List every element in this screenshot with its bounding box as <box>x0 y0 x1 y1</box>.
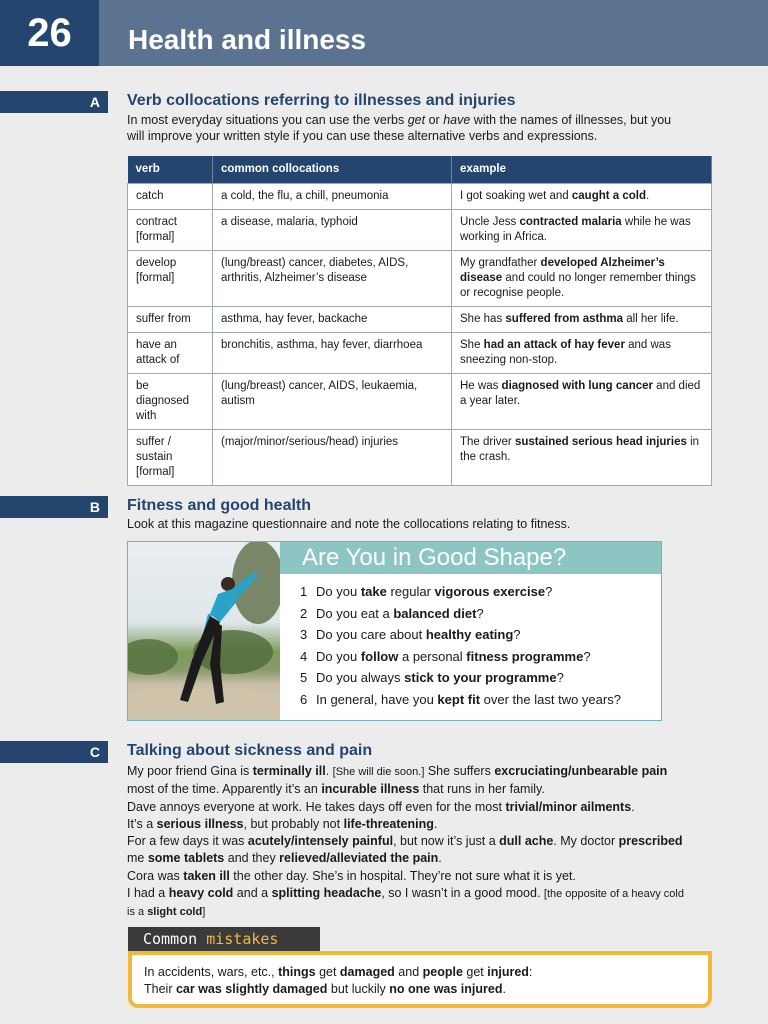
sentence-text: trivial/minor ailments <box>505 799 632 814</box>
section-a-tab: A <box>0 91 108 113</box>
example-cell <box>452 210 712 251</box>
table-row <box>128 307 712 333</box>
question-text: take <box>360 584 387 599</box>
column-header: verb <box>128 156 213 184</box>
exercise-illustration <box>128 542 280 720</box>
mistake-text: but luckily <box>327 982 390 996</box>
table-row <box>128 210 712 251</box>
section-b-tab: B <box>0 496 108 518</box>
mistake-text: Their <box>144 982 176 996</box>
example-cell <box>452 251 712 307</box>
mistake-text: In accidents, wars, etc., <box>144 965 279 979</box>
example-text: in the crash. <box>460 436 700 463</box>
question-text: fitness programme <box>466 648 584 664</box>
questionnaire-title: Are You in Good Shape? <box>280 542 661 574</box>
example-cell <box>452 374 712 430</box>
mistake-text: car was slightly damaged <box>175 982 328 996</box>
section-c-tab: C <box>0 741 108 763</box>
verb-cell <box>128 333 213 374</box>
sentence-text: taken ill <box>183 868 230 883</box>
section-c-heading: Talking about sickness and pain <box>127 742 373 759</box>
question-text: Do you eat a <box>316 605 394 621</box>
question-number: 3 <box>300 627 308 642</box>
example-text: She <box>460 339 484 351</box>
question-text: healthy eating <box>425 627 514 642</box>
table-row <box>128 333 712 374</box>
sentence-text: She suffers <box>424 764 495 778</box>
sentence-text: most of the time. Apparently it’s an <box>127 782 322 797</box>
verb-text: suffer from <box>136 313 191 325</box>
verb-cell <box>128 251 213 307</box>
question-text: ? <box>476 605 484 621</box>
sentence-text: For a few days it was <box>127 834 248 849</box>
example-text: He was <box>460 380 502 392</box>
sentence-text: the other day. She’s in hospital. They’re not sure what it is yet. <box>229 868 576 883</box>
sentence-text: acutely/intensely painful <box>247 834 394 849</box>
mistake-text: get <box>315 965 340 979</box>
sentence-text: ] <box>202 906 206 919</box>
question-number: 6 <box>300 691 308 707</box>
questionnaire-list <box>300 581 621 710</box>
table-row <box>128 184 712 210</box>
mistake-text: . <box>502 982 506 996</box>
sentence-text: . <box>438 851 442 866</box>
example-text: and was sneezing non-stop. <box>460 339 671 366</box>
question-text: ? <box>513 627 521 642</box>
common-mistakes-label: Common mistakes <box>128 927 320 951</box>
sentence-text: My poor friend Gina is <box>127 764 253 778</box>
question-text: stick to your programme <box>404 670 557 685</box>
verb-text: have an attack of <box>136 339 180 366</box>
example-text: all her life. <box>623 313 679 325</box>
question-item <box>300 581 621 603</box>
sentence-text: me <box>127 851 148 866</box>
example-text: suffered from asthma <box>505 313 623 325</box>
section-c-text <box>127 763 687 922</box>
question-text: regular <box>386 584 435 599</box>
question-item <box>300 646 621 668</box>
example-cell <box>452 184 712 210</box>
verb-note: [formal] <box>136 231 175 243</box>
section-a-heading: Verb collocations referring to illnesses and injuries <box>127 92 516 109</box>
unit-number: 26 <box>0 0 99 66</box>
question-text: kept fit <box>437 691 481 707</box>
example-text: while he was working in Africa. <box>460 216 691 243</box>
sentence-text: , so I wasn’t in a good mood. <box>381 886 544 901</box>
example-sentence <box>127 868 687 885</box>
verb-note: [formal] <box>136 272 175 284</box>
column-header: common collocations <box>213 156 452 184</box>
sentence-text: slight cold <box>147 906 203 919</box>
mistake-text: damaged <box>339 965 395 979</box>
mistake-line <box>144 964 708 981</box>
verb-note: [formal] <box>136 466 175 478</box>
question-text: vigorous exercise <box>434 584 546 599</box>
example-text: . <box>646 190 650 202</box>
sentence-text: . <box>433 816 438 831</box>
example-text: sustained serious head injuries <box>514 436 687 448</box>
mistake-text: no one was injured <box>389 982 503 996</box>
collocations-cell: (lung/breast) cancer, AIDS, leukaemia, autism <box>213 374 452 430</box>
sentence-text: excruciating/unbearable pain <box>494 764 668 778</box>
mistake-text: get <box>462 965 488 979</box>
section-a-intro: In most everyday situations you can use the verbs get or have with the names of illnesses, but you will improve your written style if you can use these alternative verbs and expressions. <box>127 113 672 143</box>
mistake-text: injured <box>487 965 529 979</box>
example-sentence <box>127 816 687 833</box>
sentence-text: I had a <box>127 886 169 901</box>
collocations-cell: asthma, hay fever, backache <box>213 307 452 333</box>
sentence-text: and they <box>224 851 280 866</box>
collocations-cell: a cold, the flu, a chill, pneumonia <box>213 184 452 210</box>
sentence-text: heavy cold <box>168 886 234 901</box>
sentence-text: incurable illness <box>321 782 420 797</box>
column-header: example <box>452 156 712 184</box>
collocations-cell: bronchitis, asthma, hay fever, diarrhoea <box>213 333 452 374</box>
question-text: Do you <box>316 648 361 664</box>
example-cell <box>452 333 712 374</box>
question-text: ? <box>556 670 564 685</box>
question-number: 1 <box>300 584 308 599</box>
sentence-text: , but probably not <box>243 816 344 831</box>
sentence-text: terminally ill <box>252 764 326 778</box>
table-header-row <box>128 156 712 184</box>
example-text: and could no longer remember things or recognise people. <box>460 272 696 299</box>
question-text: follow <box>360 648 399 664</box>
sentence-text: Cora was <box>127 868 184 883</box>
example-text: had an attack of hay fever <box>483 339 625 351</box>
verb-cell <box>128 184 213 210</box>
example-text: Uncle Jess <box>460 216 520 228</box>
unit-title: Health and illness <box>128 24 367 55</box>
question-item <box>300 667 621 689</box>
verb-text: develop <box>136 257 177 269</box>
example-sentence <box>127 763 687 799</box>
verb-text: be diagnosed with <box>136 380 190 422</box>
example-text: My grandfather <box>460 257 541 269</box>
verb-text: contract <box>136 216 177 228</box>
common-mistakes-box <box>128 951 712 1008</box>
exercising-woman-photo <box>128 542 280 720</box>
question-text: Do you <box>316 584 361 599</box>
example-cell <box>452 430 712 486</box>
verb-cell <box>128 210 213 251</box>
mistake-line <box>144 981 708 998</box>
sentence-text: serious illness <box>156 816 244 831</box>
example-text: The driver <box>460 436 515 448</box>
collocations-cell: (major/minor/serious/head) injuries <box>213 430 452 486</box>
verb-cell <box>128 374 213 430</box>
sentence-text: some tablets <box>147 851 225 866</box>
table-row <box>128 251 712 307</box>
question-text: ? <box>583 648 591 664</box>
mistake-text: things <box>278 965 316 979</box>
sentence-text: life-threatening <box>343 816 434 831</box>
sentence-text: [the opposite of a heavy cold is a <box>127 888 684 919</box>
example-text: caught a cold <box>571 190 647 202</box>
sentence-text: and a <box>233 886 272 901</box>
question-number: 4 <box>300 648 308 664</box>
verb-text: suffer / sustain <box>136 436 173 463</box>
section-b-intro: Look at this magazine questionnaire and note the collocations relating to fitness. <box>127 517 571 531</box>
example-cell <box>452 307 712 333</box>
sentence-text: dull ache <box>499 834 554 849</box>
example-sentence <box>127 799 687 816</box>
mistake-text: people <box>422 965 463 979</box>
sentence-text: , but now it’s just a <box>393 834 500 849</box>
question-text: ? <box>545 584 553 599</box>
sentence-text: . My doctor <box>553 834 619 849</box>
questionnaire-box <box>127 541 662 721</box>
sentence-text: splitting headache <box>271 886 382 901</box>
example-text: and died a year later. <box>460 380 701 407</box>
collocations-cell: a disease, malaria, typhoid <box>213 210 452 251</box>
verb-text: catch <box>136 190 164 202</box>
example-text: I got soaking wet and <box>460 190 572 202</box>
sentence-text: prescribed <box>618 834 683 849</box>
verb-cell <box>128 430 213 486</box>
sentence-text: relieved/alleviated the pain <box>279 851 439 866</box>
mistake-text: : <box>528 965 533 979</box>
collocations-table <box>127 156 712 486</box>
section-b-heading: Fitness and good health <box>127 497 312 514</box>
question-item <box>300 624 621 646</box>
example-sentence <box>127 833 687 868</box>
question-number: 2 <box>300 605 308 621</box>
question-text: balanced diet <box>393 605 477 621</box>
example-sentence <box>127 885 687 922</box>
sentence-text: that runs in her family. <box>419 782 545 797</box>
verb-cell <box>128 307 213 333</box>
sentence-text: [She will die soon.] <box>332 766 425 778</box>
example-text: developed Alzheimer’s disease <box>460 257 665 284</box>
sentence-text: . <box>631 799 635 814</box>
question-text: over the last two years? <box>480 691 621 707</box>
collocations-cell: (lung/breast) cancer, diabetes, AIDS, arthritis, Alzheimer’s disease <box>213 251 452 307</box>
question-item <box>300 603 621 625</box>
example-text: contracted malaria <box>519 216 622 228</box>
table-row <box>128 430 712 486</box>
question-text: a personal <box>398 648 467 664</box>
unit-header <box>0 0 768 66</box>
sentence-text: . <box>325 764 333 778</box>
question-text: Do you always <box>316 670 405 685</box>
question-number: 5 <box>300 670 308 685</box>
mistake-text: and <box>394 965 423 979</box>
example-text: She has <box>460 313 506 325</box>
sentence-text: It’s a <box>127 816 157 831</box>
example-text: diagnosed with lung cancer <box>501 380 653 392</box>
question-text: Do you care about <box>316 627 426 642</box>
sentence-text: Dave annoys everyone at work. He takes days off even for the most <box>127 799 506 814</box>
table-row <box>128 374 712 430</box>
question-text: In general, have you <box>316 691 438 707</box>
question-item <box>300 689 621 711</box>
